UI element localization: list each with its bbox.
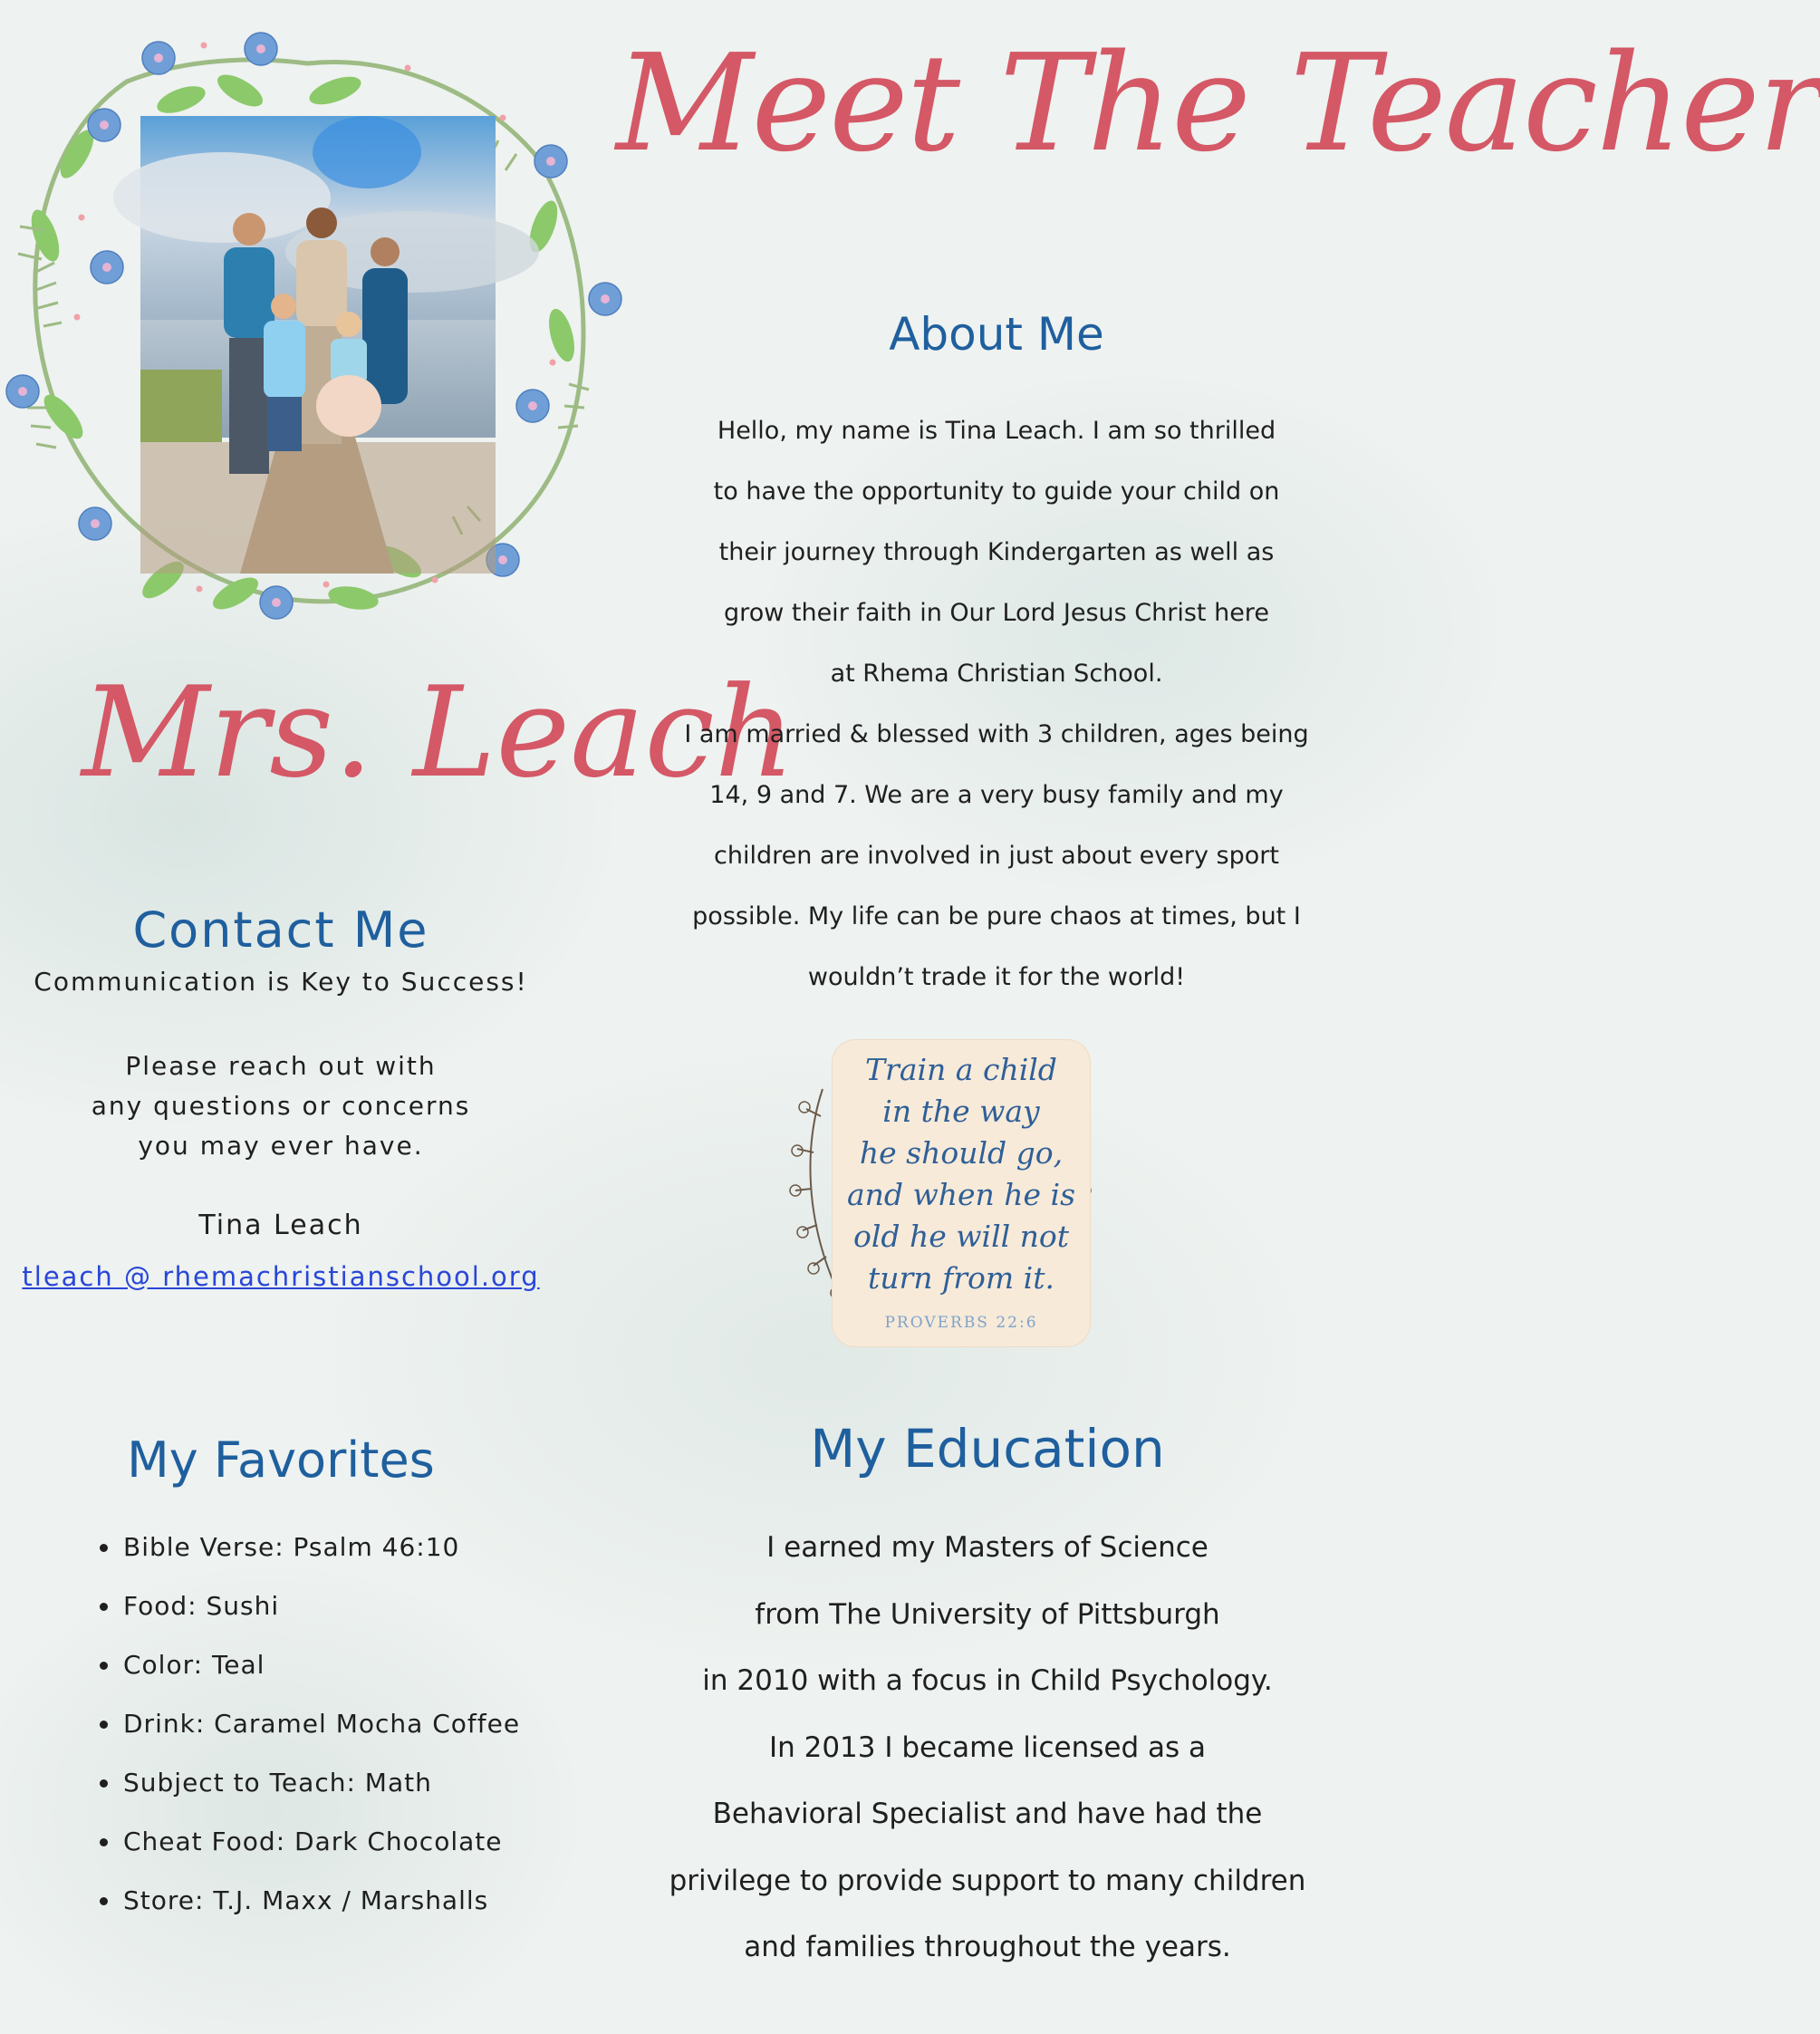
verse-text <box>832 1049 1091 1299</box>
verse-line: and when he is <box>846 1177 1076 1212</box>
about-line: grow their faith in Our Lord Jesus Christ here <box>724 599 1269 627</box>
contact-tagline: Communication is Key to Success! <box>34 967 528 997</box>
email-link[interactable]: tleach @ rhemachristianschool.org <box>22 1261 540 1292</box>
education-text <box>634 1515 1341 1981</box>
about-line: possible. My life can be pure chaos at times, but I <box>692 902 1301 930</box>
list-item: • Bible Verse: Psalm 46:10 <box>121 1522 592 1581</box>
about-line: I am married & blessed with 3 children, ages being <box>684 720 1309 748</box>
list-item: • Cheat Food: Dark Chocolate <box>121 1817 592 1875</box>
education-line: I earned my Masters of Science <box>766 1531 1209 1564</box>
favorites-list <box>91 1522 592 1934</box>
education-line: from The University of Pittsburgh <box>755 1597 1220 1631</box>
verse-line: he should go, <box>859 1135 1064 1171</box>
education-line: Behavioral Specialist and have had the <box>712 1798 1263 1830</box>
contact-line: you may ever have. <box>138 1131 424 1161</box>
family-photo <box>140 116 496 574</box>
about-text <box>625 400 1368 1007</box>
education-heading: My Education <box>810 1418 1165 1480</box>
verse-line: turn from it. <box>868 1260 1054 1296</box>
contact-line: Please reach out with <box>125 1051 437 1081</box>
verse-line: in the way <box>882 1094 1040 1129</box>
page-title: Meet The Teacher <box>616 25 1820 181</box>
education-line: In 2013 I became licensed as a <box>768 1730 1207 1764</box>
about-line: at Rhema Christian School. <box>830 660 1163 688</box>
about-line: children are involved in just about every sport <box>714 842 1279 870</box>
about-line: wouldn’t trade it for the world! <box>807 963 1186 991</box>
education-line: in 2010 with a focus in Child Psychology. <box>702 1664 1273 1697</box>
list-item: • Food: Sushi <box>121 1581 592 1640</box>
about-line: Hello, my name is Tina Leach. I am so thrilled <box>717 417 1276 445</box>
teacher-name: Mrs. Leach <box>82 660 795 805</box>
education-line: and families throughout the years. <box>744 1931 1231 1963</box>
about-line: 14, 9 and 7. We are a very busy family and my <box>709 781 1284 809</box>
list-item: • Drink: Caramel Mocha Coffee <box>121 1699 592 1758</box>
contact-heading: Contact Me <box>132 901 429 959</box>
contact-line: any questions or concerns <box>91 1091 471 1121</box>
verse-line: old he will not <box>852 1219 1070 1254</box>
list-item: • Store: T.J. Maxx / Marshalls <box>121 1875 592 1934</box>
about-line: their journey through Kindergarten as well as <box>718 538 1275 566</box>
list-item: • Subject to Teach: Math <box>121 1758 592 1817</box>
list-item: • Color: Teal <box>121 1640 592 1699</box>
favorites-heading: My Favorites <box>127 1432 435 1489</box>
about-line: to have the opportunity to guide your child on <box>713 477 1280 506</box>
verse-line: Train a child <box>865 1052 1057 1087</box>
verse-reference: PROVERBS 22:6 <box>884 1314 1038 1332</box>
contact-name: Tina Leach <box>198 1210 363 1241</box>
education-line: privilege to provide support to many children <box>669 1864 1306 1897</box>
contact-text <box>54 1046 507 1166</box>
about-heading: About Me <box>889 308 1104 361</box>
